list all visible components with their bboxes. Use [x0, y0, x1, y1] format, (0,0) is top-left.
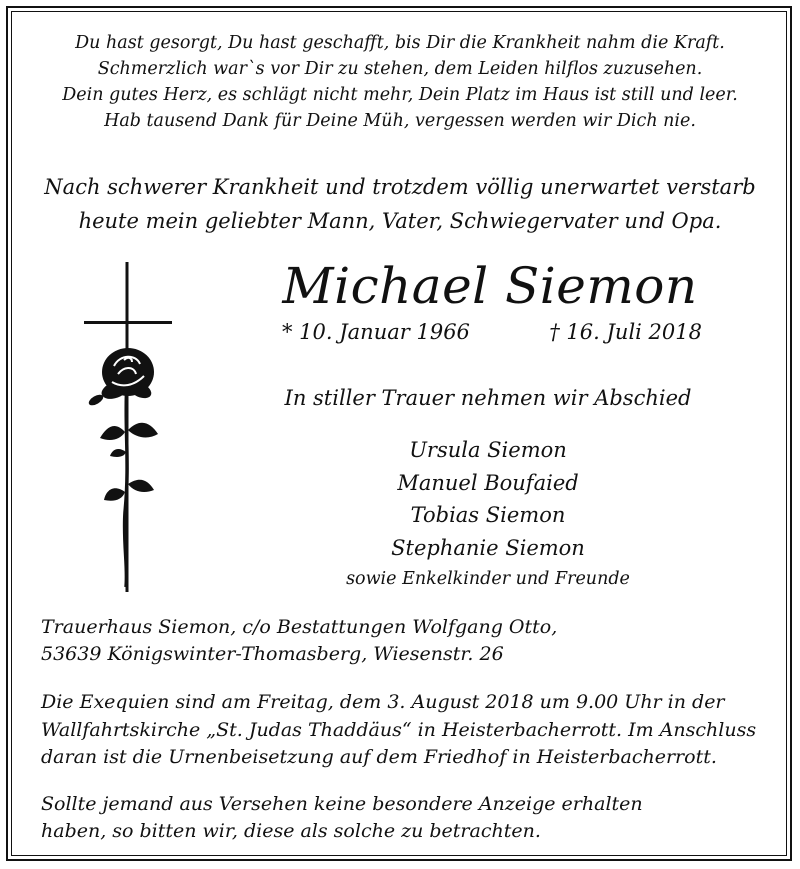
death-date: † 16. Juli 2018: [549, 320, 702, 344]
notice-text: [41, 791, 761, 845]
mourning-house-address: [41, 614, 761, 668]
funeral-line: daran ist die Urnenbeisetzung auf dem Friedhof in Heisterbacherrott.: [41, 746, 717, 768]
birth-date: * 10. Januar 1966: [282, 320, 470, 344]
deceased-name: Michael Siemon: [282, 257, 698, 315]
intro-line: Nach schwerer Krankheit und trotzdem völlig unerwartet verstarb: [44, 175, 756, 199]
funeral-details: [41, 689, 761, 772]
poem-line: Du hast gesorgt, Du hast geschafft, bis Dir die Krankheit nahm die Kraft.: [75, 33, 725, 53]
notice-line: haben, so bitten wir, diese als solche zu betrachten.: [41, 820, 541, 842]
poem: [0, 30, 800, 134]
cross-with-rose-icon: [78, 262, 178, 592]
notice-line: Sollte jemand aus Versehen keine besondere Anzeige erhalten: [41, 793, 643, 815]
poem-line: Dein gutes Herz, es schlägt nicht mehr, Dein Platz im Haus ist still und leer.: [62, 85, 738, 105]
mourner-name: Tobias Siemon: [410, 503, 566, 527]
poem-line: Schmerzlich war`s vor Dir zu stehen, dem Leiden hilflos zuzusehen.: [97, 59, 703, 79]
life-dates: [282, 320, 702, 344]
mourner-name: Manuel Boufaied: [397, 470, 579, 495]
funeral-line: Die Exequien sind am Freitag, dem 3. August 2018 um 9.00 Uhr in der: [41, 691, 725, 713]
mourners-others: sowie Enkelkinder und Freunde: [346, 569, 630, 589]
mourner-name: Ursula Siemon: [409, 438, 567, 462]
mourner-name: Stephanie Siemon: [391, 535, 585, 560]
poem-line: Hab tausend Dank für Deine Müh, vergessen werden wir Dich nie.: [104, 111, 696, 131]
address-line: Trauerhaus Siemon, c/o Bestattungen Wolfgang Otto,: [41, 616, 558, 638]
mourning-heading: In stiller Trauer nehmen wir Abschied: [284, 386, 692, 410]
intro-text: [0, 170, 800, 238]
address-line: 53639 Königswinter-Thomasberg, Wiesenstr. 26: [41, 643, 504, 665]
funeral-line: Wallfahrtskirche „St. Judas Thaddäus“ in Heisterbacherrott. Im Anschluss: [41, 718, 757, 741]
intro-line: heute mein geliebter Mann, Vater, Schwiegervater und Opa.: [78, 209, 722, 233]
mourners-list: [268, 434, 708, 594]
